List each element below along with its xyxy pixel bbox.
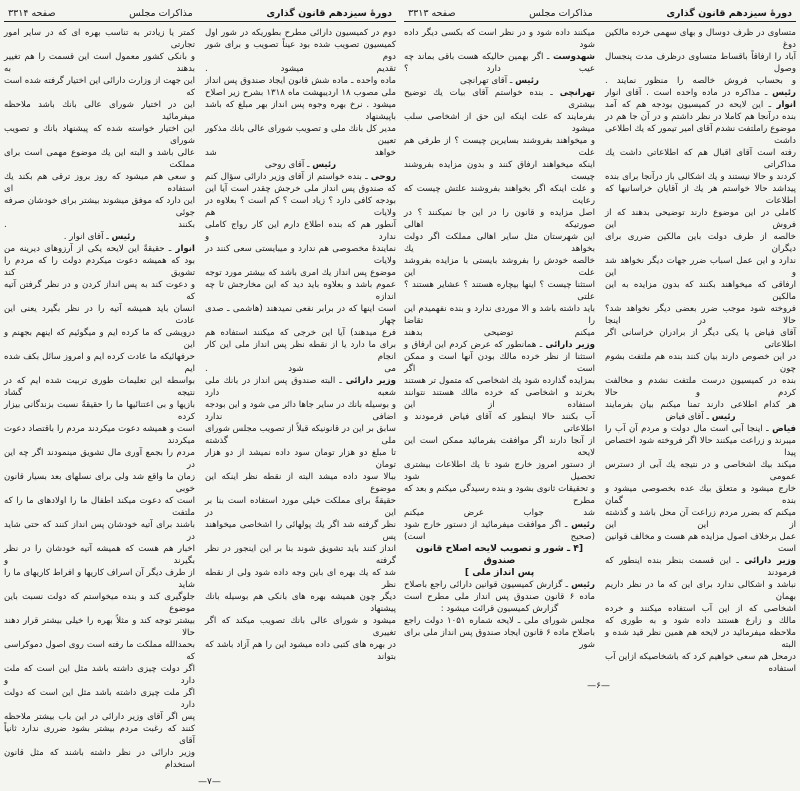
text-line — [404, 27, 595, 51]
speaker-name: رئیس — [772, 88, 796, 98]
line-text: و بانکی کشور معمول است این قسمت را هم تغییر بدهند به — [4, 52, 195, 74]
line-text: عالی باشد و البته این یك موضوع مهمی است برای مملکت — [4, 148, 195, 170]
speaker-name: وزیر دارائی — [345, 376, 396, 386]
text-line — [404, 375, 595, 387]
line-text: اگر ملت چیزی داشته باشد مثل این است که دولت دارد — [4, 688, 195, 710]
line-text: ـ اگر موافقت میفرمائید از دستور خارج شود — [404, 520, 572, 530]
line-text: ـ آقای انوار . — [63, 232, 112, 242]
line-text: ـ آقای فیاض — [665, 412, 712, 422]
line-text: میشود و شورای عالی بانك تصویب میکند که اگر تغییری — [205, 616, 396, 638]
text-line — [404, 111, 595, 135]
line-text: حقیقةً برای مملکت خیلی مورد استفاده است بنا بر این در — [205, 496, 396, 518]
line-text: مردم را بجمع آوری مال تشویق مینمودند اگر چه این در — [4, 448, 195, 470]
text-line — [4, 27, 195, 51]
text-line — [205, 447, 396, 471]
line-text: کنند که رغبت مردم بیشتر بشود ضرری ندارد ثانیاً آقای — [4, 724, 195, 746]
line-text: آب بکنند حالا اینطور که آقای فیاض فرمودند و اطلاعاتی — [404, 412, 595, 434]
line-text: حرفهائیکه ما عادت کرده ایم و امروز سائل بکف شده ایم — [4, 352, 195, 374]
line-text: ملاحظه میفرمائید در لایحه هم همین نظر قید شده و البته — [605, 628, 796, 650]
text-line — [404, 207, 595, 231]
text-line — [4, 303, 195, 327]
text-line — [205, 639, 396, 663]
text-line — [404, 75, 595, 87]
line-text: میکنند داده شود و در نظر است که بکسی دیگر داده شود — [404, 28, 595, 50]
folio-left: —۷— — [198, 777, 221, 787]
line-text: ـ آقای تهرانچی — [460, 76, 516, 86]
session-title: دورهٔ سیزدهم قانون گذاری — [666, 8, 792, 19]
text-line — [605, 111, 796, 123]
text-line — [205, 123, 396, 147]
speaker-name: رئیس — [571, 520, 595, 530]
line-text: می شود . — [205, 364, 396, 374]
line-text: (صحیح است) — [404, 532, 595, 542]
line-text: متساوی در ظرف دوسال و بهای سهمی خرده مالکین دوغ — [605, 28, 796, 50]
text-line — [605, 99, 796, 111]
line-text: درویشی که ما کرده ایم و میگوئیم که اینهم بجهنم و این — [4, 328, 195, 350]
text-line — [605, 303, 796, 327]
line-text: موضوع پس انداز یك امری باشد که بیشتر مورد توجه — [205, 268, 396, 278]
line-text: خواهد شد — [205, 148, 396, 158]
line-text: ـ اگر بهمین حالیکه هست باقی بماند چه — [404, 52, 554, 62]
page-header — [4, 4, 396, 22]
text-line — [404, 51, 595, 63]
column-left — [404, 27, 595, 675]
text-line — [605, 351, 796, 375]
line-text: که صندوق پس انداز ملی خرجش چقدر است آیا این — [205, 184, 396, 194]
text-line — [404, 627, 595, 651]
text-line — [605, 231, 796, 255]
line-text: عمل برخلاف اصول مزایده هم هست و مخالف قوانین است — [605, 532, 796, 554]
line-text: ندارد و این عمل اسباب ضرر جهات دیگر نخواهد شد و این — [605, 256, 796, 278]
text-line — [205, 567, 396, 591]
text-line — [605, 531, 796, 555]
speaker-name: رئیس — [111, 232, 136, 242]
text-line — [205, 399, 396, 423]
text-line — [605, 27, 796, 51]
line-text: میکند بیك اشخاصی و در نتیجه یك آبی از دسترس عمومی — [605, 460, 796, 482]
text-line — [404, 87, 595, 111]
speaker-name: انوار — [175, 244, 195, 254]
line-text: است که دعوت میکند اطفال ما را اولادهای ما را که ملتفت — [4, 496, 195, 518]
text-columns — [4, 27, 396, 771]
text-line — [605, 627, 796, 651]
text-line — [4, 471, 195, 495]
text-line — [205, 99, 396, 123]
line-text: خالصه از طرف دولت باین مالکین ضرری برای دیگران — [605, 232, 796, 254]
text-line — [4, 75, 195, 99]
text-line — [605, 615, 796, 627]
line-text: ـ همانطور که عرض کردم این ارفاق و — [404, 340, 546, 350]
line-text: این در اختیار شورای عالی بانك باشد ملاحظه میفرمائید — [4, 100, 195, 122]
line-text: بازیها و بی اعتنائیها ما را حقیقةً نسبت بزندگانی بیزار کرده — [4, 400, 195, 422]
text-line — [605, 171, 796, 183]
speaker-name: وزیر دارائی — [545, 340, 595, 350]
text-line — [205, 303, 396, 327]
line-text: عیب دارد ؟ — [404, 64, 595, 74]
text-line — [4, 447, 195, 471]
line-text: بودجه کافی دارد ؟ زیاد است ؟ کم است ؟ بعلاوه در ولایات هم — [205, 196, 396, 218]
line-text: خالصه خودش را بفروشد بایستی با مزایده بفروشد علت این — [404, 256, 595, 278]
line-text: میشود . نرخ بهره وجوه پس انداز بهر مبلغ که باشد باپیشنهاد — [205, 100, 396, 122]
text-line — [4, 99, 195, 123]
line-text: اگر دولت چیزی داشته باشد مثل این است که ملت دارد و — [4, 664, 195, 686]
text-line — [205, 591, 396, 615]
line-text: این شهرستان مثل سایر اهالی مملکت اگر دولت بخواهد یك — [404, 232, 595, 254]
text-line — [4, 543, 195, 567]
journal-title: مذاکرات مجلس — [129, 8, 193, 19]
text-line — [404, 159, 595, 183]
line-text: ـ بنده خواستم آقای بیات یك توضیح بیشتری — [404, 88, 595, 110]
line-text: تقدیم میشود . — [205, 64, 396, 74]
speaker-name: انوار — [776, 100, 796, 110]
section-heading — [404, 567, 595, 579]
section-heading — [404, 543, 595, 567]
line-text: پس انداز ملی ] — [464, 567, 535, 578]
line-text: مدیر کل بانك ملی و تصویب شورای عالی بانك مذکور تعیین — [205, 124, 396, 146]
text-line — [404, 579, 595, 591]
column-right — [205, 27, 396, 771]
text-line — [605, 651, 796, 675]
text-line — [605, 555, 796, 579]
text-line — [605, 483, 796, 507]
line-text: وزیر دارائی در نظر داشته باشند که مثل قانون استخدام — [4, 748, 195, 770]
text-line — [205, 519, 396, 543]
line-text: ـ این قسمت بنظر بنده اینطور که فرمودند — [605, 556, 796, 578]
line-text: ماده واحده ـ ماده شش قانون ایجاد صندوق پس انداز — [205, 76, 396, 86]
text-line — [205, 267, 396, 279]
text-line — [205, 471, 396, 495]
line-text: بیشتر توجه کند و مثلاً بهره را خیلی بیشتر قرار دهند حالا — [4, 616, 195, 638]
text-line — [605, 183, 796, 207]
line-text: کردند و حالا نیستند و یك اشکالی باز درآنجا برای بنده — [605, 172, 796, 182]
folio-right: —۶— — [587, 681, 610, 691]
line-text: میکنم توضیحی بدهند — [404, 328, 595, 338]
line-text: مالك و زارع هستند داده شود و به طوری که — [605, 616, 796, 626]
line-text: سابق بر این در قانونیکه قبلاً از تصویب مجلس شورای ملی گذشته — [205, 424, 396, 446]
speaker-name: وزیر دارائی — [744, 556, 796, 566]
text-line — [404, 519, 595, 531]
line-text: استثنا چیست ؟ اینها بیچاره هستند ؟ عشایر هستند ؟ علتی — [404, 280, 595, 302]
page-header — [404, 4, 796, 22]
text-line — [205, 327, 396, 339]
line-text: دیگر چون همیشه بهره های بانکی هم بوسیله بانك پیشنهاد — [205, 592, 396, 614]
text-line — [4, 711, 195, 723]
text-line — [4, 519, 195, 543]
text-line — [4, 687, 195, 711]
text-line — [404, 531, 595, 543]
text-line — [605, 423, 796, 435]
line-text: میکنم که بضرر مردم زراعت آن محل باشد و گذشته از این این — [605, 508, 796, 530]
text-line — [404, 603, 595, 615]
text-line — [404, 411, 595, 435]
text-line — [4, 231, 195, 243]
line-text: این دارد که موفق میشوند بیشتر برای خودشان صرفه جوئی — [4, 196, 195, 218]
text-line — [205, 495, 396, 519]
text-line — [4, 195, 195, 219]
speaker-name: رئیس — [312, 160, 337, 170]
text-line — [605, 459, 796, 483]
text-line — [605, 147, 796, 171]
text-line — [404, 279, 595, 303]
line-text: و علت اینکه اگر بخواهند بفروشند علتش چیست که رعایت — [404, 184, 595, 206]
text-line — [404, 591, 595, 603]
text-line — [205, 339, 396, 363]
line-text: ارفاقی که میخواهند بکنند که بدون مزایده به این مالکین — [605, 280, 796, 302]
line-text: نمایندهٔ مخصوصی هم ندارد و میبایستی سعی کنند در ولایات — [205, 244, 396, 266]
journal-title: مذاکرات مجلس — [529, 8, 593, 19]
line-text: و بحساب فروش خالصه را منظور نمایند . — [605, 76, 796, 86]
speaker-name: فیاض — [772, 424, 796, 434]
line-text: بفرمایند که علت اینکه این حق از اشخاصی سلب میشود — [404, 112, 595, 134]
line-text: از دستور امروز خارج شود تا یك اطلاعات بیشتری تحصیل شود — [404, 460, 595, 482]
line-text: استثنا از نظر خرده مالك بودن آنها است و ممکن است اگر — [404, 352, 595, 374]
line-text: موضوع راملتفت نشدم آقای امیر تیمور که یك اطلاعی داشت — [605, 124, 796, 146]
text-line — [4, 351, 195, 375]
line-text: گزارش کمیسیون قرائت میشود : — [440, 604, 559, 614]
text-line — [404, 339, 595, 351]
line-text: ـ البته صندوق پس انداز در بانك ملی شعبه دارد — [205, 376, 396, 398]
line-text: کمتر یا زیادتر به تناسب بهره ای که در سایر امور تجارتی — [4, 28, 195, 50]
line-text: از آنجا دارند اگر موافقت بفرمائید ممکن است این لایحه — [404, 436, 595, 458]
line-text: در بهره های کتبی داده میشود این را هم آزاد باشد که بتواند — [205, 640, 396, 662]
text-line — [404, 483, 595, 507]
text-line — [605, 579, 796, 603]
line-text: بواسطه این تعلیمات طوری تربیت شده ایم که در نتیجه گشاد — [4, 376, 195, 398]
line-text: انسان باید همیشه آتیه را در نظر بگیرد یعنی این عادت — [4, 304, 195, 326]
text-line — [205, 27, 396, 39]
line-text: آباد را ارفاقاً باقساط متساوی درظرف مدت پنجسال وصول — [605, 52, 796, 74]
text-line — [4, 123, 195, 147]
line-text: است و همیشه دعوت میکردند مردم را باقتصاد دعوت میکردند — [4, 424, 195, 446]
line-text: عموم باشد و بعلاوه باید دید که این مخارجش تا چه اندازه — [205, 280, 396, 302]
line-text: باشند برای آتیه خودشان پس انداز کنند که حتی شاید در — [4, 520, 195, 542]
line-text: انداز کنند باید تشویق شوند بنا بر این اینجور در نظر گرفته — [205, 544, 396, 566]
text-line — [205, 363, 396, 375]
line-text: و سعی هم میشود که روز بروز ترقی هم بکند یك استفاده ای — [4, 172, 195, 194]
line-text: بخرند و اشخاصی که خرده مالك هستند نتوانند استفاده از این — [404, 388, 595, 410]
text-line — [205, 63, 396, 75]
line-text: نظر گرفته شد اگر یك پولهائی را اشخاصی میخواهند پس — [205, 520, 396, 542]
line-text: دوم در کمیسیون دارائی مطرح بطوریکه در شور اول — [205, 28, 396, 38]
text-line — [4, 423, 195, 447]
line-text: بنده در کمیسیون درست ملتفت نشدم و مخالفت کردم و حالا — [605, 376, 796, 398]
line-text: و دعوت کند به پس انداز کردن و در نظر گرفتن آتیه که — [4, 280, 195, 302]
text-line — [404, 135, 595, 159]
text-line — [205, 147, 396, 159]
line-text: تا مبلغ دو هزار تومان سود داده نمیشد از دو هزار تومان — [205, 448, 396, 470]
text-line — [4, 567, 195, 591]
line-text: از طرف دیگر آن اسراف کاریها و افراط کاریهای ما را شاید — [4, 568, 195, 590]
text-line — [605, 123, 796, 147]
line-text: [۴ ـ شور و تصویب لایحه اصلاح قانون صندوق — [415, 543, 584, 566]
line-text: خارج میشود و متعلق بیك عده بخصوصی میشود و بنده گمان — [605, 484, 796, 506]
line-text: کمیسیون تصویب شده بود عیناً تصویب و برای شور دوم — [205, 40, 396, 62]
line-text: این جهت از وزارت دارائی این اختیار گرفته شده است که — [4, 76, 195, 98]
line-text: و میخواهند بفروشند بسایرین چیست ؟ از طرفی هم علت — [404, 136, 595, 158]
line-text: باید داشته باشد و الا موردی ندارد و بنده نفهمیدم این را تقاضا — [404, 304, 595, 326]
text-line — [4, 639, 195, 663]
speaker-name: شهدوست — [553, 52, 595, 62]
line-text: پس اگر آقای وزیر دارائی در این باب بیشتر ملاحظه — [4, 712, 195, 722]
text-columns — [404, 27, 796, 675]
speaker-name: رئیس — [515, 76, 539, 86]
text-line — [4, 723, 195, 747]
text-line — [205, 39, 396, 63]
text-line — [404, 327, 595, 339]
line-text: ـ گزارش کمیسیون قوانین دارائی راجع باصلاح — [404, 580, 572, 590]
speaker-name: روحی — [370, 172, 396, 182]
line-text: مجلس شورای ملی ـ لایحه شماره ۱۰۵۱ دولت راجع — [404, 616, 596, 626]
line-text: است اینها که در برابر نفعی نمیدهند (هاشمی ـ صدی چهار — [205, 304, 396, 326]
text-line — [404, 255, 595, 279]
speaker-name: تهرانچی — [559, 88, 595, 98]
page-number: صفحه ۳۳۱۳ — [408, 8, 456, 19]
line-text: برای ما دارد یا از نقطه نظر پس انداز ملی این کار انجام — [205, 340, 396, 362]
text-line — [205, 87, 396, 99]
speaker-name: رئیس — [571, 580, 595, 590]
line-text: بود که همیشه دعوت میکردم دولت را که مردم را تشویق کند — [4, 256, 195, 278]
text-line — [205, 543, 396, 567]
text-line — [605, 411, 796, 423]
line-text: شد که یك بهره ای باین وجه داده شود ولی از نقطه نظر — [205, 568, 396, 590]
text-line — [605, 327, 796, 351]
text-line — [605, 75, 796, 87]
text-line — [205, 615, 396, 639]
text-line — [205, 243, 396, 267]
text-line — [404, 615, 595, 627]
line-text: ـ آقای روحی — [264, 160, 313, 170]
line-text: ـ حقیقةً این لایحه یکی از آرزوهای دیرینه من — [4, 244, 176, 254]
text-line — [605, 207, 796, 231]
page-3314 — [4, 0, 396, 787]
text-line — [205, 195, 396, 219]
text-line — [404, 63, 595, 75]
text-line — [205, 375, 396, 399]
text-line — [4, 219, 195, 231]
text-line — [404, 459, 595, 483]
line-text: باصلاح ماده ۶ قانون ایجاد صندوق پس انداز ملی برای شور — [404, 628, 595, 650]
line-text: و بوسیله بانك در سایر جاها دائر می شود و این بودجه اضافی ندارد — [205, 400, 396, 422]
line-text: فروخته شود موجب ضرر بعضی دیگر نخواهد شد؟ حالا در اینجا — [605, 304, 796, 326]
column-left — [4, 27, 195, 771]
text-line — [605, 399, 796, 411]
line-text: ـ بنده خواستم از آقای وزیر دارائی سؤال کنم — [205, 172, 371, 182]
line-text: ـ مذاکره در ماده واحده است . آقای انوار — [605, 88, 773, 98]
text-line — [4, 147, 195, 171]
line-text: میبرند و زراعت میکنند حالا اگر فروخته شود اختصاص پیدا — [605, 436, 796, 458]
line-text: فرع میدهند) آیا این خرجی که میکنند استفاده هم — [205, 328, 396, 338]
text-line — [605, 375, 796, 399]
line-text: اینکه میخواهند ارفاق کنند و بدون مزایده بفروشند چیست — [404, 160, 595, 182]
line-text: نباشد و اشکالی ندارد برای این که ما در نظر داریم بهمان — [605, 580, 796, 602]
text-line — [4, 615, 195, 639]
line-text: بحمدالله مملکت ما رفته است روی اصول دموکراسی که — [4, 640, 195, 662]
text-line — [404, 303, 595, 327]
text-line — [4, 663, 195, 687]
line-text: ماده ۶ قانون صندوق پس انداز ملی مطرح است — [404, 592, 595, 602]
text-line — [605, 51, 796, 75]
text-line — [605, 603, 796, 615]
line-text: جلوگیری کند و بنده میخواستم که دولت نسبت باین موضوع — [4, 592, 195, 614]
line-text: و تحقیقات ثانوی بشود و بنده رسیدگی میکنم و بعد که مطرح — [404, 484, 595, 506]
page-number: صفحه ۳۳۱۴ — [8, 8, 56, 19]
text-line — [4, 591, 195, 615]
speaker-name: رئیس — [711, 412, 736, 422]
line-text: رفته است آقای اقبال هم که اطلاعاتی داشت یك مذاکراتی — [605, 148, 796, 170]
line-text: ببالا سود داده میشد البته از نقطه نظر اینکه این موضوع — [205, 472, 396, 494]
text-line — [205, 171, 396, 183]
text-line — [404, 507, 595, 519]
column-right — [605, 27, 796, 675]
line-text: ـ اینجا آبی است مال دولت و مردم آن آب را — [605, 424, 773, 434]
text-line — [605, 279, 796, 303]
line-text: هر کدام اطلاعی دارند تمنا میکنم بیان بفرمایند — [605, 400, 796, 410]
text-line — [4, 255, 195, 279]
text-line — [205, 159, 396, 171]
line-text: بنده درآنجا هم کاملا در نظر داشتم و در آن جا هم در — [605, 112, 796, 122]
line-text: آنطور هم که بنده اطلاع دارم این کار رواج کاملی ندارد و — [205, 220, 396, 242]
line-text: آقای فیاض یا یکی دیگر از برادران خراسانی اگر اطلاعاتی — [605, 328, 796, 350]
line-text: پیداشد حالا خواستم هر یك از آقایان خراسانیها که اطلاعات — [605, 184, 796, 206]
line-text: درمحل هم سعی خواهیم کرد که باشخاصیکه ازاین آب استفاده — [605, 652, 796, 674]
text-line — [4, 747, 195, 771]
line-text: اصل مزایده و قانون را در این جا نمیکنند ؟ در صورتیکه اهالی — [404, 208, 595, 230]
text-line — [205, 279, 396, 303]
line-text: شد جواب عرض میکنم — [404, 508, 595, 518]
line-text: اشخاصی که از این آب استفاده میکنند و خرده — [605, 604, 796, 614]
text-line — [205, 423, 396, 447]
text-line — [404, 231, 595, 255]
line-text: اخبار هم هست که همیشه آتیه خودشان را در نظر بگیرند و — [4, 544, 195, 566]
page-3313 — [404, 0, 796, 691]
line-text: در این خصوص دارند بیان کنند بنده هم ملتفت بشوم چون — [605, 352, 796, 374]
text-line — [4, 327, 195, 351]
line-text: بکنند . — [4, 220, 195, 230]
text-line — [605, 255, 796, 279]
text-line — [605, 435, 796, 459]
text-line — [4, 243, 195, 255]
text-line — [4, 51, 195, 75]
line-text: کاملی در این موضوع دارند توضیحی بدهند که از فروش این — [605, 208, 796, 230]
text-line — [605, 87, 796, 99]
line-text: زمان ما واقع شد ولی برای نسلهای بعد بسیار قانون خوبی — [4, 472, 195, 494]
line-text: ملی مصوب ۱۸ اردیبهشت ماه ۱۳۱۸ بشرح زیر اصلاح — [205, 88, 396, 98]
session-title: دورهٔ سیزدهم قانون گذاری — [266, 8, 392, 19]
text-line — [404, 183, 595, 207]
text-line — [205, 75, 396, 87]
text-line — [205, 183, 396, 195]
text-line — [605, 507, 796, 531]
text-line — [4, 495, 195, 519]
text-line — [4, 171, 195, 195]
text-line — [4, 375, 195, 399]
line-text: ـ این لایحه در کمیسیون بودجه هم که آمد — [605, 100, 777, 110]
text-line — [4, 279, 195, 303]
text-line — [205, 219, 396, 243]
text-line — [4, 399, 195, 423]
line-text: این اختیار خواسته شده که پیشنهاد بانك و تصویب شورای — [4, 124, 195, 146]
text-line — [404, 435, 595, 459]
text-line — [404, 351, 595, 375]
text-line — [404, 387, 595, 411]
line-text: بمزایده گذارده شود یك اشخاصی که متمول تر هستند — [404, 376, 595, 386]
